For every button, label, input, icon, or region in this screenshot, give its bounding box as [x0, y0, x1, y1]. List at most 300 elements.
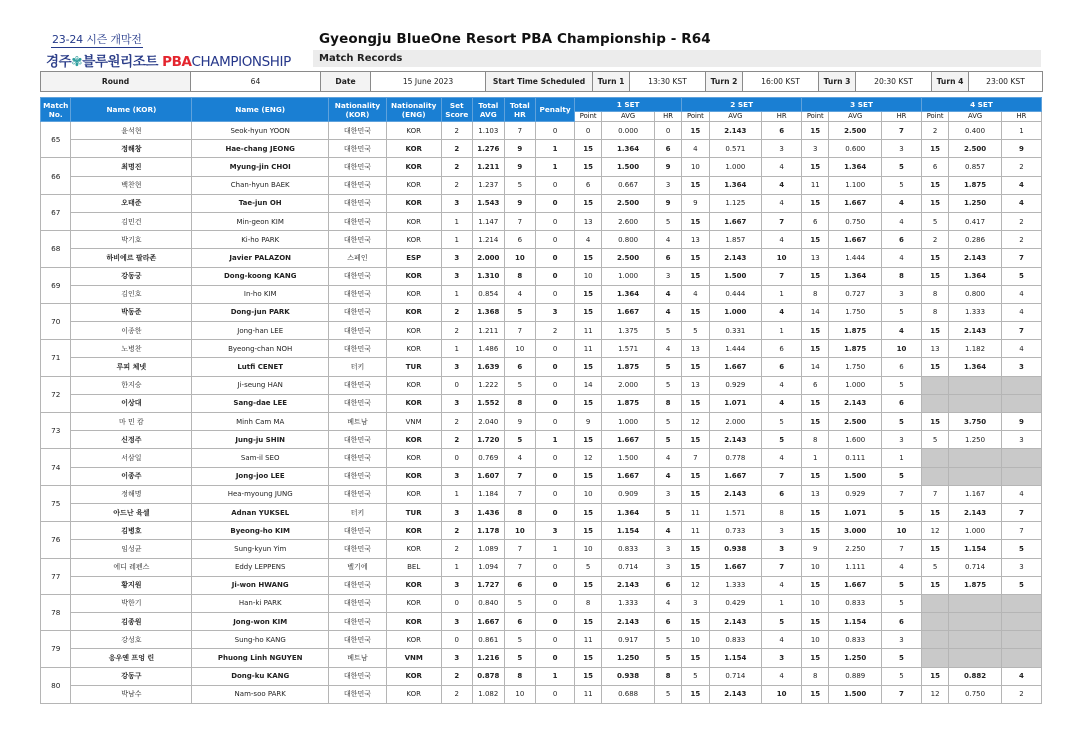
set4-hr: 2: [1001, 158, 1041, 176]
nationality-eng: KOR: [386, 576, 441, 594]
nationality-eng: KOR: [386, 522, 441, 540]
set4-point: 7: [921, 485, 948, 503]
nationality-kor: 베트남: [329, 649, 387, 667]
set3-avg: 1.500: [829, 467, 882, 485]
logo-championship: CHAMPIONSHIP: [191, 54, 291, 70]
set3-avg: 1.500: [829, 685, 882, 703]
player-name-kor: 임성균: [71, 540, 192, 558]
total-hr: 5: [504, 431, 536, 449]
player-name-kor: 서삼일: [71, 449, 192, 467]
penalty: 0: [536, 267, 575, 285]
set4-point: [921, 649, 948, 667]
nationality-kor: 대한민국: [329, 212, 387, 230]
set1-point: 15: [575, 649, 602, 667]
turn3-label: Turn 3: [819, 72, 856, 92]
player-name-eng: Ji-seung HAN: [192, 376, 329, 394]
set1-point: 11: [575, 685, 602, 703]
table-row: [41, 340, 1042, 358]
penalty: 0: [536, 212, 575, 230]
set1-point: 15: [575, 303, 602, 321]
player-name-eng: Eddy LEPPENS: [192, 558, 329, 576]
set4-avg: 3.750: [949, 413, 1002, 431]
set1-point: 15: [575, 613, 602, 631]
player-name-eng: Han-ki PARK: [192, 594, 329, 612]
set1-hr: 3: [654, 485, 681, 503]
set1-avg: 1.154: [602, 522, 655, 540]
set1-avg: 1.333: [602, 594, 655, 612]
table-row: [41, 449, 1042, 467]
total-hr: 5: [504, 594, 536, 612]
set4-hr: 5: [1001, 540, 1041, 558]
set1-hr: 4: [654, 231, 681, 249]
set-score: 0: [441, 376, 473, 394]
set4-hr: 3: [1001, 358, 1041, 376]
set1-avg: 2.500: [602, 249, 655, 267]
set4-hr: [1001, 649, 1041, 667]
set2-avg: 1.000: [709, 303, 762, 321]
set1-point: 15: [575, 140, 602, 158]
total-hr: 7: [504, 558, 536, 576]
player-name-kor: 신정주: [71, 431, 192, 449]
nationality-eng: VNM: [386, 413, 441, 431]
nationality-kor: 대한민국: [329, 685, 387, 703]
set1-avg: 0.800: [602, 231, 655, 249]
set3-hr: 4: [882, 194, 922, 212]
set2-hr: 8: [762, 503, 802, 521]
total-hr: 8: [504, 667, 536, 685]
player-name-kor: 황지원: [71, 576, 192, 594]
player-name-kor: 노병찬: [71, 340, 192, 358]
col-set2-point: Point: [682, 112, 709, 122]
set1-avg: 0.833: [602, 540, 655, 558]
set1-avg: 2.500: [602, 194, 655, 212]
set3-point: 13: [802, 249, 829, 267]
set2-point: 10: [682, 158, 709, 176]
set3-avg: 1.444: [829, 249, 882, 267]
table-row: [41, 194, 1042, 212]
set1-point: 11: [575, 631, 602, 649]
set2-avg: 1.444: [709, 340, 762, 358]
set1-hr: 4: [654, 285, 681, 303]
player-name-eng: Adnan YUKSEL: [192, 503, 329, 521]
set1-avg: 1.364: [602, 503, 655, 521]
table-row: [41, 231, 1042, 249]
player-name-eng: Chan-hyun BAEK: [192, 176, 329, 194]
set4-avg: 0.857: [949, 158, 1002, 176]
set1-point: 10: [575, 267, 602, 285]
set3-avg: 1.111: [829, 558, 882, 576]
penalty: 0: [536, 613, 575, 631]
set4-point: 15: [921, 540, 948, 558]
set-score: 1: [441, 285, 473, 303]
set3-hr: 5: [882, 376, 922, 394]
set1-hr: 5: [654, 685, 681, 703]
set4-hr: 4: [1001, 194, 1041, 212]
table-row: [41, 467, 1042, 485]
set4-hr: 4: [1001, 485, 1041, 503]
nationality-kor: 대한민국: [329, 467, 387, 485]
set4-avg: 0.882: [949, 667, 1002, 685]
turn3-value: 20:30 KST: [856, 72, 932, 92]
table-row: [41, 267, 1042, 285]
penalty: 0: [536, 576, 575, 594]
set2-point: 3: [682, 594, 709, 612]
set2-hr: 5: [762, 613, 802, 631]
championship-logo: [46, 50, 291, 70]
set1-point: 14: [575, 376, 602, 394]
set3-hr: 6: [882, 613, 922, 631]
set-score: 2: [441, 540, 473, 558]
set4-point: 15: [921, 358, 948, 376]
set-score: 3: [441, 576, 473, 594]
set4-avg: 2.500: [949, 140, 1002, 158]
page-subtitle: Match Records: [313, 50, 1041, 67]
set3-point: 10: [802, 558, 829, 576]
set4-avg: [949, 594, 1002, 612]
set4-hr: 4: [1001, 340, 1041, 358]
player-name-kor: 강동구: [71, 667, 192, 685]
total-hr: 7: [504, 212, 536, 230]
set3-avg: 2.500: [829, 413, 882, 431]
set2-hr: 4: [762, 449, 802, 467]
player-name-eng: Ki-ho PARK: [192, 231, 329, 249]
total-avg: 1.214: [473, 231, 505, 249]
set3-hr: 7: [882, 122, 922, 140]
set4-point: 5: [921, 558, 948, 576]
set1-avg: 1.875: [602, 358, 655, 376]
set4-point: 15: [921, 140, 948, 158]
set4-avg: 2.143: [949, 322, 1002, 340]
match-number: 68: [41, 231, 71, 267]
set2-hr: 4: [762, 376, 802, 394]
total-avg: 2.040: [473, 413, 505, 431]
col-set3-point: Point: [802, 112, 829, 122]
set1-avg: 0.688: [602, 685, 655, 703]
nationality-kor: 대한민국: [329, 122, 387, 140]
set1-point: 15: [575, 667, 602, 685]
set2-hr: 4: [762, 231, 802, 249]
set4-avg: 0.400: [949, 122, 1002, 140]
match-number: 70: [41, 303, 71, 339]
player-name-eng: Jung-ju SHIN: [192, 431, 329, 449]
match-number: 69: [41, 267, 71, 303]
set3-point: 15: [802, 685, 829, 703]
set3-point: 15: [802, 158, 829, 176]
set3-avg: 1.750: [829, 358, 882, 376]
set3-point: 3: [802, 140, 829, 158]
table-row: [41, 394, 1042, 412]
set2-point: 13: [682, 340, 709, 358]
penalty: 2: [536, 322, 575, 340]
col-set3-hr: HR: [882, 112, 922, 122]
set3-hr: 5: [882, 649, 922, 667]
set2-hr: 1: [762, 594, 802, 612]
total-avg: 1.211: [473, 158, 505, 176]
set4-hr: [1001, 467, 1041, 485]
set-score: 2: [441, 522, 473, 540]
set1-avg: 2.000: [602, 376, 655, 394]
table-row: [41, 413, 1042, 431]
set1-avg: 0.917: [602, 631, 655, 649]
set3-point: 15: [802, 394, 829, 412]
player-name-eng: Byeong-chan NOH: [192, 340, 329, 358]
nationality-eng: KOR: [386, 394, 441, 412]
set2-hr: 1: [762, 285, 802, 303]
player-name-kor: 윤석현: [71, 122, 192, 140]
set1-point: 15: [575, 249, 602, 267]
set3-hr: 6: [882, 358, 922, 376]
set2-point: 15: [682, 122, 709, 140]
match-number: 76: [41, 522, 71, 558]
set3-avg: 1.364: [829, 267, 882, 285]
set-score: 3: [441, 503, 473, 521]
set2-point: 5: [682, 667, 709, 685]
nationality-kor: 대한민국: [329, 667, 387, 685]
set3-point: 15: [802, 413, 829, 431]
set1-avg: 0.909: [602, 485, 655, 503]
set1-hr: 0: [654, 122, 681, 140]
table-row: [41, 431, 1042, 449]
set3-avg: 1.600: [829, 431, 882, 449]
set1-avg: 1.667: [602, 431, 655, 449]
player-name-kor: 이종주: [71, 467, 192, 485]
set3-point: 1: [802, 449, 829, 467]
set4-point: 15: [921, 249, 948, 267]
total-avg: 1.178: [473, 522, 505, 540]
total-avg: 0.861: [473, 631, 505, 649]
set4-avg: 2.143: [949, 503, 1002, 521]
set1-hr: 5: [654, 322, 681, 340]
nationality-eng: TUR: [386, 503, 441, 521]
total-avg: 1.094: [473, 558, 505, 576]
player-name-eng: Tae-jun OH: [192, 194, 329, 212]
penalty: 0: [536, 485, 575, 503]
table-row: [41, 358, 1042, 376]
player-name-kor: 정해명: [71, 485, 192, 503]
set1-point: 9: [575, 413, 602, 431]
set2-hr: 6: [762, 358, 802, 376]
player-name-kor: 김민건: [71, 212, 192, 230]
penalty: 0: [536, 249, 575, 267]
set2-avg: 1.364: [709, 176, 762, 194]
set2-point: 12: [682, 576, 709, 594]
total-hr: 8: [504, 394, 536, 412]
player-name-kor: 오태준: [71, 194, 192, 212]
set4-point: 8: [921, 285, 948, 303]
set2-avg: 2.143: [709, 431, 762, 449]
set3-avg: 1.875: [829, 340, 882, 358]
set2-point: 15: [682, 685, 709, 703]
match-number: 77: [41, 558, 71, 594]
nationality-eng: KOR: [386, 594, 441, 612]
player-name-eng: Byeong-ho KIM: [192, 522, 329, 540]
penalty: 3: [536, 522, 575, 540]
table-row: [41, 249, 1042, 267]
penalty: 0: [536, 122, 575, 140]
table-row: [41, 685, 1042, 703]
set3-point: 6: [802, 212, 829, 230]
table-row: [41, 558, 1042, 576]
set-score: 1: [441, 340, 473, 358]
set3-avg: 0.727: [829, 285, 882, 303]
total-avg: 1.436: [473, 503, 505, 521]
nationality-eng: KOR: [386, 303, 441, 321]
set2-point: 15: [682, 394, 709, 412]
player-name-kor: 에디 레펜스: [71, 558, 192, 576]
set1-point: 15: [575, 394, 602, 412]
penalty: 1: [536, 431, 575, 449]
set3-avg: 0.750: [829, 212, 882, 230]
nationality-kor: 벨기에: [329, 558, 387, 576]
penalty: 0: [536, 503, 575, 521]
set3-avg: 1.154: [829, 613, 882, 631]
set4-hr: [1001, 631, 1041, 649]
set2-avg: 0.714: [709, 667, 762, 685]
set4-avg: 1.875: [949, 176, 1002, 194]
set2-hr: 4: [762, 631, 802, 649]
set2-point: 15: [682, 558, 709, 576]
penalty: 0: [536, 594, 575, 612]
turn4-label: Turn 4: [932, 72, 969, 92]
set4-avg: [949, 376, 1002, 394]
nationality-kor: 대한민국: [329, 303, 387, 321]
set2-point: 15: [682, 212, 709, 230]
set3-point: 15: [802, 322, 829, 340]
set1-hr: 8: [654, 667, 681, 685]
total-hr: 9: [504, 140, 536, 158]
set4-point: 15: [921, 413, 948, 431]
total-hr: 8: [504, 267, 536, 285]
player-name-eng: Seok-hyun YOON: [192, 122, 329, 140]
set2-hr: 7: [762, 267, 802, 285]
set-score: 2: [441, 176, 473, 194]
set1-point: 15: [575, 503, 602, 521]
set2-point: 5: [682, 322, 709, 340]
set4-hr: [1001, 394, 1041, 412]
nationality-eng: KOR: [386, 267, 441, 285]
set3-hr: 5: [882, 667, 922, 685]
set4-avg: 1.250: [949, 431, 1002, 449]
set1-point: 15: [575, 576, 602, 594]
nationality-kor: 대한민국: [329, 613, 387, 631]
total-hr: 9: [504, 194, 536, 212]
total-hr: 5: [504, 303, 536, 321]
set2-point: 7: [682, 449, 709, 467]
player-name-eng: Sung-kyun Yim: [192, 540, 329, 558]
player-name-eng: Myung-jin CHOI: [192, 158, 329, 176]
col-set4-point: Point: [921, 112, 948, 122]
set4-point: [921, 376, 948, 394]
set3-avg: 0.833: [829, 594, 882, 612]
set4-point: [921, 394, 948, 412]
set2-point: 15: [682, 613, 709, 631]
player-name-kor: 응우옌 프엉 린: [71, 649, 192, 667]
nationality-kor: 대한민국: [329, 322, 387, 340]
set2-hr: 6: [762, 122, 802, 140]
col-total-hr: Total HR: [504, 98, 536, 122]
set3-point: 15: [802, 122, 829, 140]
set2-hr: 4: [762, 394, 802, 412]
set2-point: 11: [682, 503, 709, 521]
col-match-no: Match No.: [41, 98, 71, 122]
set4-point: [921, 613, 948, 631]
nationality-kor: 베트남: [329, 413, 387, 431]
penalty: 0: [536, 376, 575, 394]
set1-hr: 8: [654, 394, 681, 412]
penalty: 0: [536, 467, 575, 485]
set2-hr: 5: [762, 431, 802, 449]
set-score: 1: [441, 231, 473, 249]
set1-point: 15: [575, 431, 602, 449]
match-records-table: [40, 97, 1042, 704]
nationality-kor: 대한민국: [329, 231, 387, 249]
set1-avg: 0.667: [602, 176, 655, 194]
match-number: 72: [41, 376, 71, 412]
turn4-value: 23:00 KST: [969, 72, 1043, 92]
penalty: 0: [536, 194, 575, 212]
set2-avg: 1.667: [709, 467, 762, 485]
set3-point: 14: [802, 303, 829, 321]
set4-hr: [1001, 594, 1041, 612]
nationality-eng: KOR: [386, 485, 441, 503]
match-number: 80: [41, 667, 71, 703]
set3-point: 15: [802, 613, 829, 631]
set2-hr: 7: [762, 467, 802, 485]
player-name-eng: Jong-han LEE: [192, 322, 329, 340]
player-name-eng: Jong-won KIM: [192, 613, 329, 631]
player-name-kor: 강성호: [71, 631, 192, 649]
set3-hr: 3: [882, 285, 922, 303]
set1-avg: 1.667: [602, 467, 655, 485]
set4-point: [921, 594, 948, 612]
nationality-eng: KOR: [386, 322, 441, 340]
set3-hr: 7: [882, 485, 922, 503]
set4-avg: 1.250: [949, 194, 1002, 212]
set4-avg: [949, 631, 1002, 649]
set2-hr: 10: [762, 685, 802, 703]
player-name-kor: 이상대: [71, 394, 192, 412]
player-name-kor: 한지승: [71, 376, 192, 394]
set2-hr: 3: [762, 649, 802, 667]
match-number: 75: [41, 485, 71, 521]
set4-avg: 1.154: [949, 540, 1002, 558]
table-row: [41, 594, 1042, 612]
nationality-kor: 터키: [329, 503, 387, 521]
player-name-kor: 이종한: [71, 322, 192, 340]
col-set3-avg: AVG: [829, 112, 882, 122]
col-set3: 3 SET: [802, 98, 922, 112]
set2-avg: 1.071: [709, 394, 762, 412]
set4-point: 15: [921, 194, 948, 212]
penalty: 3: [536, 303, 575, 321]
set4-hr: 5: [1001, 576, 1041, 594]
player-name-eng: Javier PALAZON: [192, 249, 329, 267]
set2-avg: 1.500: [709, 267, 762, 285]
logo-text-korean: 경주: [46, 54, 72, 70]
table-row: [41, 540, 1042, 558]
set1-point: 10: [575, 540, 602, 558]
set1-hr: 6: [654, 249, 681, 267]
nationality-kor: 대한민국: [329, 285, 387, 303]
set1-hr: 3: [654, 267, 681, 285]
nationality-eng: KOR: [386, 431, 441, 449]
set2-avg: 0.331: [709, 322, 762, 340]
table-row: [41, 522, 1042, 540]
match-number: 71: [41, 340, 71, 376]
set2-avg: 2.143: [709, 249, 762, 267]
total-avg: 2.000: [473, 249, 505, 267]
set4-hr: [1001, 449, 1041, 467]
